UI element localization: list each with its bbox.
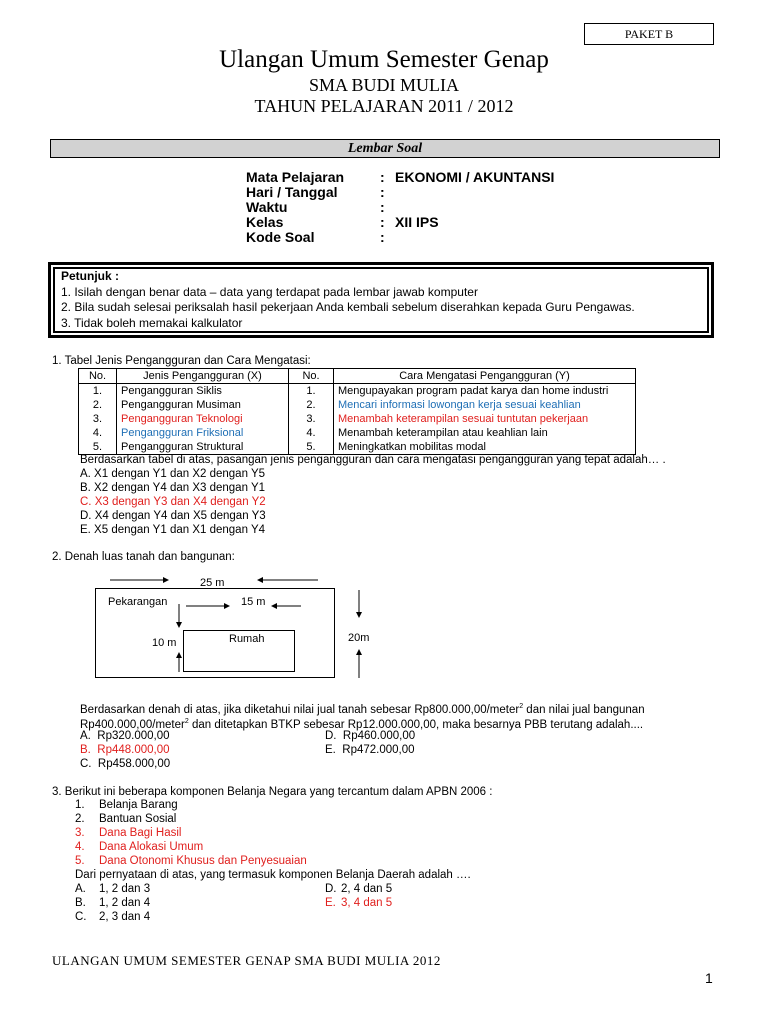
option-letter: E. (325, 744, 336, 756)
table-cell: Meningkatkan mobilitas modal (334, 440, 636, 455)
option-text: Rp448.000,00 (97, 744, 170, 756)
question-3-option (75, 882, 150, 896)
option-text: Rp320.000,00 (97, 730, 170, 742)
question-text: dan nilai jual bangunan (523, 703, 645, 716)
table-cell: Menambah keterampilan atau keahlian lain (334, 426, 636, 440)
table-cell: Menambah keterampilan sesuai tuntutan pekerjaan (334, 412, 636, 426)
table-header: No. (289, 369, 334, 384)
instructions-title: Petunjuk : (61, 269, 120, 283)
question-2-option (325, 729, 415, 743)
table-cell: Pengangguran Musiman (117, 398, 289, 412)
question-3-text: Dari pernyataan di atas, yang termasuk komponen Belanja Daerah adalah …. (75, 869, 471, 881)
table-header: No. (79, 369, 117, 384)
outer-width-label: 25 m (200, 577, 225, 589)
academic-year: TAHUN PELAJARAN 2011 / 2012 (254, 96, 514, 116)
option-text: 2, 4 dan 5 (341, 883, 393, 895)
question-1-option: E. X5 dengan Y1 dan X1 dengan Y4 (80, 524, 266, 536)
question-3-option (325, 882, 392, 896)
question-1-option: D. X4 dengan Y4 dan X5 dengan Y3 (80, 510, 266, 522)
table-cell: 1. (289, 384, 334, 399)
option-letter: C. (75, 911, 87, 923)
item-text: Dana Bagi Hasil (99, 827, 182, 839)
question-3-item (75, 798, 178, 812)
question-3-option (75, 910, 150, 924)
question-3-option (325, 896, 392, 910)
question-text: Berdasarkan denah di atas, jika diketahui nilai jual tanah sebesar Rp800.000,00/meter (80, 703, 520, 716)
info-label: Kode Soal (246, 229, 315, 245)
option-letter: A. (80, 730, 91, 742)
item-text: Dana Otonomi Khusus dan Penyesuaian (99, 855, 307, 867)
question-2-option (80, 729, 170, 743)
option-text: Rp472.000,00 (342, 744, 415, 756)
info-value: EKONOMI / AKUNTANSI (395, 169, 555, 185)
option-text: 1, 2 dan 4 (99, 897, 151, 909)
item-number: 3. (75, 827, 85, 839)
outer-height-label: 20m (348, 632, 370, 644)
table-cell: 2. (289, 398, 334, 412)
instruction-item: 3. Tidak boleh memakai kalkulator (61, 315, 243, 330)
table-cell: 5. (289, 440, 334, 455)
info-colon: : (380, 229, 385, 245)
info-label: Mata Pelajaran (246, 169, 345, 185)
table-cell: Mengupayakan program padat karya dan home industri (334, 384, 636, 399)
item-number: 2. (75, 813, 85, 825)
option-letter: D. (325, 883, 337, 895)
table-cell: 3. (289, 412, 334, 426)
option-letter: E. (325, 897, 336, 909)
info-label: Waktu (246, 199, 288, 215)
info-label: Kelas (246, 214, 284, 230)
table-cell: 4. (79, 426, 117, 440)
table-cell: 1. (79, 384, 117, 399)
table-cell: Pengangguran Siklis (117, 384, 289, 399)
table-cell: 5. (79, 440, 117, 455)
question-3-item (75, 854, 307, 868)
item-number: 1. (75, 799, 85, 811)
paket-label: PAKET B (584, 23, 714, 45)
table-cell: 3. (79, 412, 117, 426)
table-header: Jenis Pengangguran (X) (117, 369, 289, 384)
table-cell: 4. (289, 426, 334, 440)
question-2-option (80, 757, 170, 771)
option-letter: A. (75, 883, 86, 895)
yard-label: Pekarangan (108, 596, 168, 608)
question-1-text: Berdasarkan tabel di atas, pasangan jenis pengangguran dan cara mengatasi pengangguran yang tepat adalah… . (80, 454, 666, 466)
option-letter: B. (80, 744, 91, 756)
school-name: SMA BUDI MULIA (308, 75, 459, 95)
question-1-option: C. X3 dengan Y3 dan X4 dengan Y2 (80, 496, 266, 508)
info-colon: : (380, 214, 385, 230)
question-3-item (75, 812, 176, 826)
question-2-option (325, 743, 415, 757)
option-text: Rp460.000,00 (342, 730, 416, 742)
option-letter: C. (80, 758, 92, 770)
item-text: Bantuan Sosial (99, 813, 177, 825)
question-3-item (75, 840, 203, 854)
item-text: Dana Alokasi Umum (99, 841, 204, 853)
option-text: Rp458.000,00 (97, 758, 171, 770)
question-2-title: 2. Denah luas tanah dan bangunan: (52, 551, 235, 563)
inner-height-label: 10 m (152, 637, 177, 649)
table-cell: Pengangguran Teknologi (117, 412, 289, 426)
question-text: Rp400.000,00/meter (80, 718, 185, 731)
info-colon: : (380, 199, 385, 215)
question-3-option (75, 896, 150, 910)
option-letter: D. (325, 730, 337, 742)
option-text: 2, 3 dan 4 (99, 911, 151, 923)
info-colon: : (380, 184, 385, 200)
option-text: 1, 2 dan 3 (99, 883, 151, 895)
sheet-title: Lembar Soal (50, 139, 720, 158)
question-1-option: B. X2 dengan Y4 dan X3 dengan Y1 (80, 482, 266, 494)
item-number: 4. (75, 841, 85, 853)
info-value: XII IPS (395, 214, 439, 230)
table-cell: Pengangguran Friksional (117, 426, 289, 440)
instruction-item: 2. Bila sudah selesai periksalah hasil pekerjaan Anda kembali sebelum diserahkan kepada Guru Pengawas. (61, 300, 635, 314)
table-cell: Pengangguran Struktural (117, 440, 289, 455)
option-letter: B. (75, 897, 86, 909)
superscript: 2 (184, 718, 189, 725)
table-cell: 2. (79, 398, 117, 412)
question-2-option (80, 743, 170, 757)
info-colon: : (380, 169, 385, 185)
exam-title: Ulangan Umum Semester Genap (219, 46, 549, 73)
page-number: 1 (705, 970, 713, 986)
instruction-item: 1. Isilah dengan benar data – data yang terdapat pada lembar jawab komputer (61, 284, 478, 299)
table-header: Cara Mengatasi Pengangguran (Y) (334, 369, 636, 384)
question-3-title: 3. Berikut ini beberapa komponen Belanja Negara yang tercantum dalam APBN 2006 : (52, 786, 493, 798)
item-text: Belanja Barang (99, 799, 178, 811)
house-label: Rumah (229, 633, 265, 645)
question-text: dan ditetapkan BTKP sebesar Rp12.000.000,00, maka besarnya PBB terutang adalah.... (188, 718, 644, 731)
superscript: 2 (519, 703, 524, 710)
info-label: Hari / Tanggal (246, 184, 338, 200)
question-3-item (75, 826, 181, 840)
question-1-title: 1. Tabel Jenis Pengangguran dan Cara Mengatasi: (52, 355, 311, 367)
inner-width-label: 15 m (241, 596, 266, 608)
item-number: 5. (75, 855, 85, 867)
table-cell: Mencari informasi lowongan kerja sesuai keahlian (334, 398, 636, 412)
question-1-option: A. X1 dengan Y1 dan X2 dengan Y5 (80, 468, 266, 480)
footer-text: ULANGAN UMUM SEMESTER GENAP SMA BUDI MULIA 2012 (52, 953, 441, 968)
option-text: 3, 4 dan 5 (341, 897, 393, 909)
